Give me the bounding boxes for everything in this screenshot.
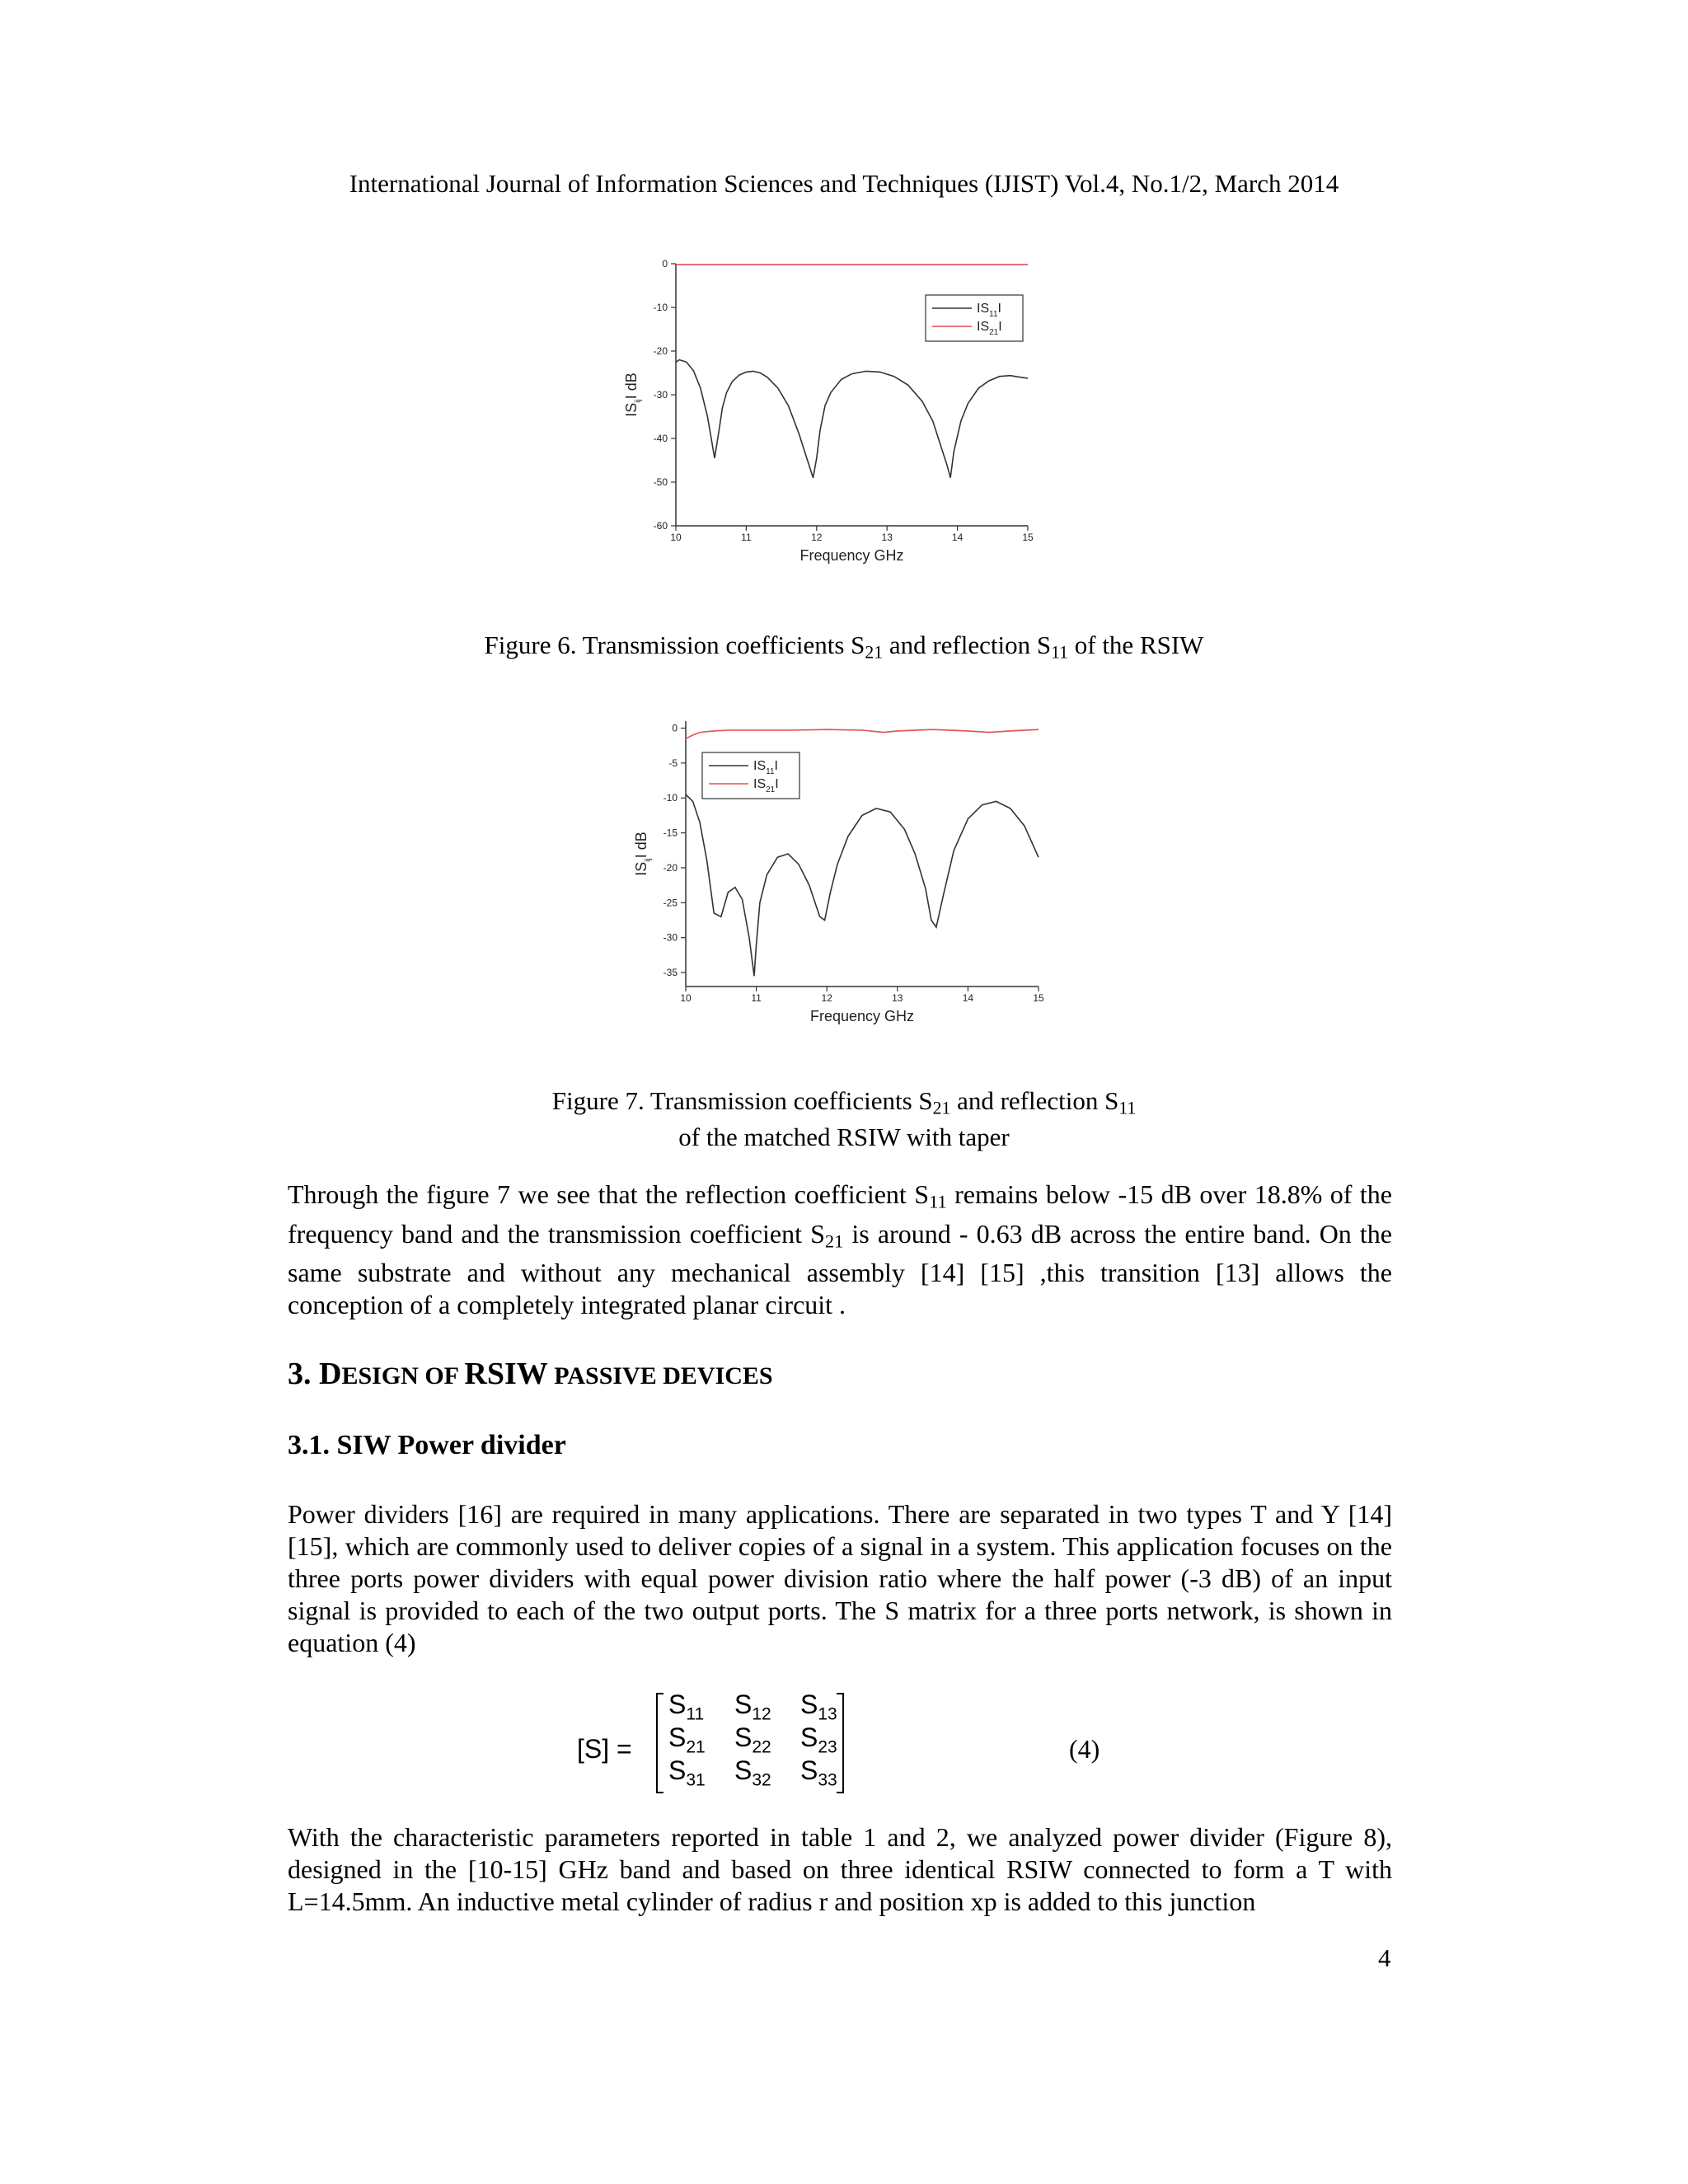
series-line-is21i <box>686 729 1039 738</box>
x-tick-label: 12 <box>811 532 823 543</box>
x-axis-label: Frequency GHz <box>799 547 904 564</box>
legend-label: $IS_{21}I$ <box>977 320 1002 337</box>
figure-6-chart <box>0 247 1688 593</box>
matrix-cell: $S_{21}$ <box>668 1722 706 1757</box>
matrix-cell: $S_{33}$ <box>800 1755 837 1790</box>
x-tick-label: 11 <box>741 532 752 543</box>
section-heading: 3. DESIGN OF RSIW PASSIVE DEVICES <box>288 1357 773 1391</box>
s-matrix-equation <box>0 1690 1688 1797</box>
matrix-cell: $S_{11}$ <box>668 1690 705 1724</box>
matrix-cell: $S_{32}$ <box>734 1755 771 1790</box>
y-tick-label: -35 <box>663 967 678 979</box>
x-tick-label: 10 <box>670 532 682 543</box>
x-tick-label: 12 <box>821 992 832 1004</box>
paragraph-power-dividers: Power dividers [16] are required in many applications. There are separated in two types T and Y [14] [15], which are commonly used to deliver copies of a signal in a system. This application focuses on the three ports power dividers with equal power division ratio where the half power (-3 dB) of an input signal is provided to each of the two output ports. The S matrix for a three ports network, is shown in equation (4) <box>288 1499 1392 1657</box>
x-tick-label: 10 <box>680 992 692 1004</box>
y-axis-label: $IS_{ij}I$ dB <box>633 832 653 876</box>
x-tick-label: 14 <box>951 532 964 543</box>
page-number: 4 <box>1378 1943 1391 1972</box>
series-line-is11i <box>686 794 1039 976</box>
paragraph-analysis: With the characteristic parameters reported in table 1 and 2, we analyzed power divider (Figure 8), designed in the [10-15] GHz band and based on three identical RSIW connected to form a T with L=14.5mm. An inductive metal cylinder of radius r and position xp is added to this junction <box>288 1822 1392 1916</box>
y-tick-label: -30 <box>663 931 678 944</box>
y-tick-label: -5 <box>668 757 678 769</box>
x-axis-label: Frequency GHz <box>809 1008 915 1024</box>
y-tick-label: -50 <box>653 476 668 488</box>
figure-7-chart <box>0 709 1688 1055</box>
matrix-cell: $S_{31}$ <box>668 1755 706 1790</box>
x-tick-label: 13 <box>881 532 893 543</box>
y-tick-label: -10 <box>663 792 678 804</box>
x-tick-label: 15 <box>1022 532 1034 543</box>
y-tick-label: -40 <box>653 433 668 444</box>
legend-box <box>926 295 1023 341</box>
series-line-is11i <box>676 360 1028 478</box>
legend-label: $IS_{11}I$ <box>753 759 778 776</box>
equation-number: (4) <box>1069 1734 1100 1764</box>
legend-box <box>702 752 799 799</box>
y-tick-label: 0 <box>662 258 668 269</box>
equation-lhs: [S] = <box>577 1734 632 1764</box>
y-tick-label: -15 <box>663 827 678 839</box>
y-tick-label: -20 <box>663 861 678 874</box>
legend-label: $IS_{21}I$ <box>753 777 779 794</box>
y-tick-label: -30 <box>653 389 668 401</box>
x-tick-label: 11 <box>751 992 762 1004</box>
y-tick-label: -10 <box>653 302 668 313</box>
figure-6-caption: Figure 6. Transmission coefficients $S_{21}$ and reflection $S_{11}$ of the RSIW <box>484 630 1204 663</box>
running-header: International Journal of Information Sciences and Techniques (IJIST) Vol.4, No.1/2, March 2014 <box>349 169 1339 198</box>
matrix-cell: $S_{13}$ <box>800 1690 837 1724</box>
subsection-heading: 3.1. SIW Power divider <box>288 1430 566 1460</box>
matrix-cell: $S_{22}$ <box>734 1722 771 1757</box>
figure-7-caption: Figure 7. Transmission coefficients $S_{21}$ and reflection $S_{11}$ of the matched RSIW with taper <box>551 1086 1137 1152</box>
s-matrix <box>655 1690 845 1797</box>
matrix-cell: $S_{23}$ <box>800 1722 837 1757</box>
y-tick-label: 0 <box>672 722 678 734</box>
x-tick-label: 14 <box>962 992 974 1004</box>
paragraph-figure-7-discussion: Through the figure 7 we see that the reflection coefficient $S_{11}$ remains below -15 dB over 18.8% of the frequency band and the transmission coefficient $S_{21}$ is around - 0.63 dB across the entire band. On the same substrate and without any mechanical assembly [14] [15] ,this transition [13] allows the conception of a completely integrated planar circuit . <box>288 1179 1393 1320</box>
y-axis-label: $IS_{ij}I$ dB <box>623 373 643 417</box>
legend-label: $IS_{11}I$ <box>977 302 1001 319</box>
y-tick-label: -60 <box>653 520 668 532</box>
y-tick-label: -25 <box>663 897 678 909</box>
y-tick-label: -20 <box>653 345 668 357</box>
x-tick-label: 13 <box>892 992 903 1004</box>
matrix-cell: $S_{12}$ <box>734 1690 771 1724</box>
x-tick-label: 15 <box>1033 992 1044 1004</box>
